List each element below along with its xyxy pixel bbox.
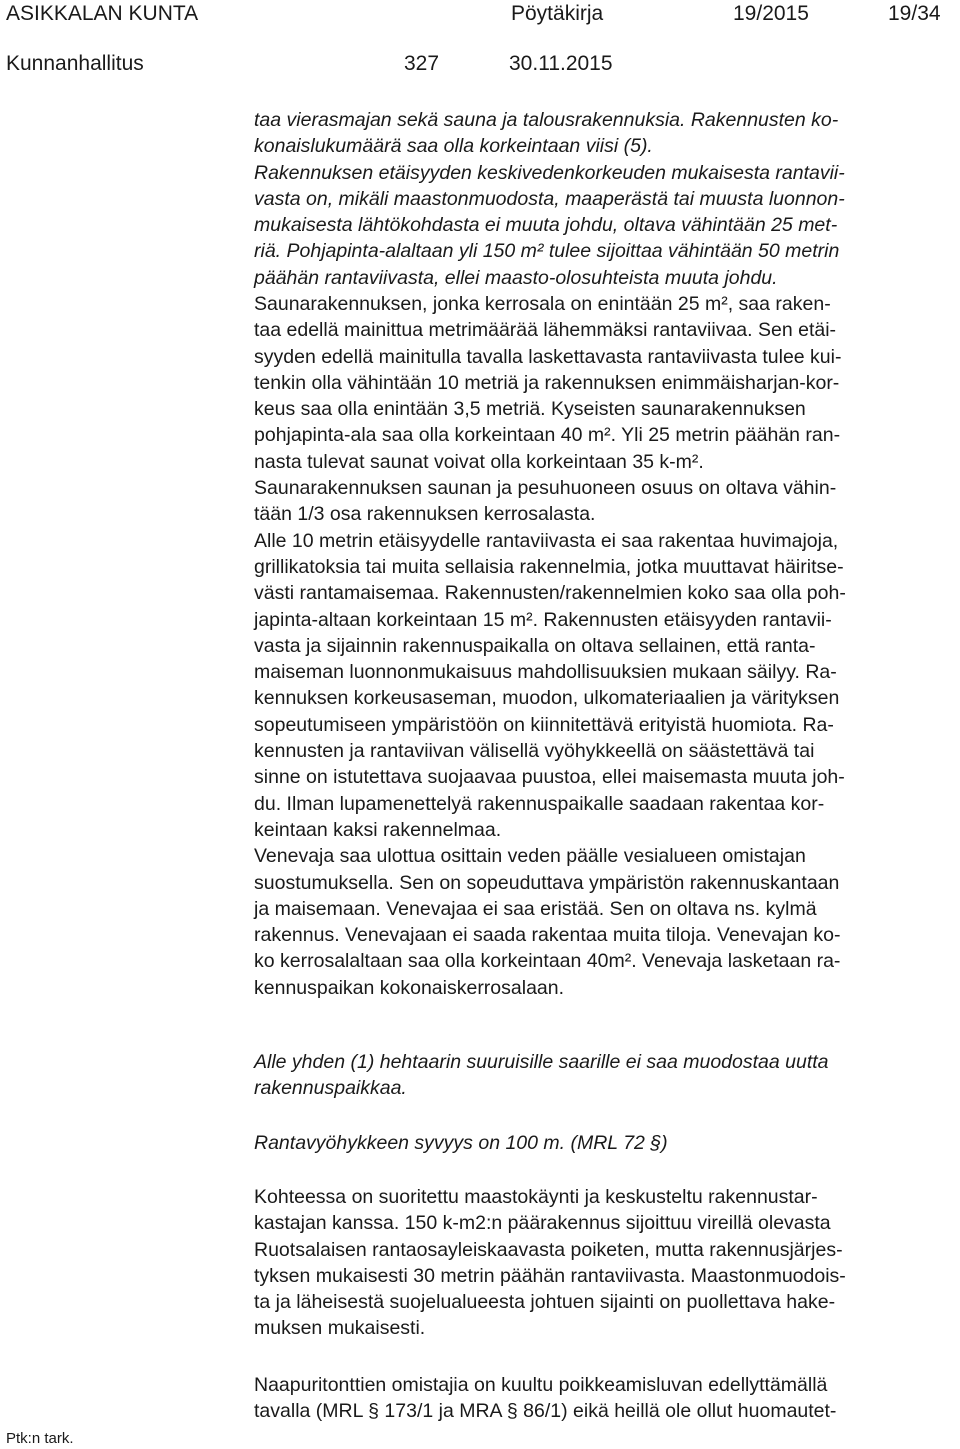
text-line: suostumuksella. Sen on sopeuduttava ympäristön rakennuskantaan [254, 871, 840, 894]
page-number: 19/34 [888, 2, 941, 25]
text-line: mukaisesta lähtökohdasta ei muuta johdu, oltava vähintään 25 met- [254, 214, 838, 237]
text-line: västi rantamaisemaa. Rakennusten/rakennelmien koko saa olla poh- [254, 582, 846, 605]
text-line: taa vierasmajan sekä sauna ja talousrakennuksia. Rakennusten ko- [254, 109, 839, 131]
text-line: konaislukumäärä saa olla korkeintaan viisi (5). [254, 135, 653, 158]
text-block-2 [254, 291, 954, 1001]
text-line: keus saa olla enintään 3,5 metriä. Kyseisten saunarakennuksen [254, 398, 806, 421]
text-line: rakennus. Venevajaan ei saada rakentaa muita tiloja. Venevajan ko- [254, 924, 841, 947]
text-line: pohjapinta-ala saa olla korkeintaan 40 m². Yli 25 metrin päähän ran- [254, 424, 841, 447]
text-block-4 [254, 1130, 954, 1156]
text-line: riä. Pohjapinta-alaltaan yli 150 m² tulee sijoittaa vähintään 50 metrin [254, 240, 840, 263]
text-line: Rakennuksen etäisyyden keskivedenkorkeuden mukaisesta rantavii- [254, 161, 845, 184]
text-line: Rantavyöhykkeen syvyys on 100 m. (MRL 72 §) [254, 1132, 668, 1154]
text-line: ja maisemaan. Venevajaa ei saa eristää. Sen on oltava ns. kylmä [254, 897, 817, 920]
section-number: 327 [404, 52, 440, 75]
text-line: rakennuspaikkaa. [254, 1077, 407, 1100]
text-line: sopeutumiseen ympäristöön on kiinnitettävä erityistä huomiota. Ra- [254, 713, 834, 736]
text-line: Saunarakennuksen saunan ja pesuhuoneen osuus on oltava vähin- [254, 477, 837, 500]
text-line: tenkin olla vähintään 10 metriä ja rakennuksen enimmäisharjan-kor- [254, 371, 840, 394]
text-line: kennuspaikan kokonaiskerrosalaan. [254, 976, 565, 999]
governing-body: Kunnanhallitus [6, 52, 144, 75]
text-line: Venevaja saa ulottua osittain veden päälle vesialueen omistajan [254, 845, 806, 868]
text-block-1 [254, 107, 954, 291]
minutes-checker-label: Ptk:n tark. [6, 1430, 74, 1447]
text-line: vasta on, mikäli maastonmuodosta, maaperästä tai muusta luonnon- [254, 187, 845, 210]
text-line: du. Ilman lupamenettelyä rakennuspaikalle saadaan rakentaa kor- [254, 792, 825, 815]
text-line: Kohteessa on suoritettu maastokäynti ja keskusteltu rakennustar- [254, 1186, 818, 1208]
text-line: tyksen mukaisesti 30 metrin päähän rantaviivasta. Maastonmuodois- [254, 1264, 846, 1287]
text-line: Naapuritonttien omistajia on kuultu poikkeamisluvan edellyttämällä [254, 1374, 828, 1396]
text-line: Ruotsalaisen rantaosayleiskaavasta poiketen, mutta rakennusjärjes- [254, 1238, 843, 1261]
municipality-name: ASIKKALAN KUNTA [6, 2, 199, 25]
text-line: sinne on istutettava suojaavaa puustoa, ellei maisemasta muuta joh- [254, 766, 845, 789]
document-type: Pöytäkirja [511, 2, 604, 25]
text-line: Alle yhden (1) hehtaarin suuruisille saarille ei saa muodostaa uutta [254, 1051, 829, 1073]
text-line: kennusten ja rantaviivan välisellä vyöhykkeellä on säästettävä tai [254, 740, 815, 763]
document-number: 19/2015 [733, 2, 809, 25]
text-line: ko kerrosalaltaan saa olla korkeintaan 40m². Venevaja lasketaan ra- [254, 950, 841, 973]
text-line: nasta tulevat saunat voivat olla korkeintaan 35 k-m². [254, 450, 704, 473]
text-line: grillikatoksia tai muita sellaisia rakennelmia, jotka muuttavat häiritse- [254, 555, 844, 578]
text-line: tään 1/3 osa rakennuksen kerrosalasta. [254, 503, 596, 526]
text-line: taa edellä mainittua metrimäärää lähemmäksi rantaviivaa. Sen etäi- [254, 319, 837, 342]
text-line: ta ja läheisestä suojelualueesta johtuen sijainti on puollettava hake- [254, 1291, 836, 1314]
text-block-3 [254, 1049, 954, 1102]
meeting-date: 30.11.2015 [509, 52, 613, 75]
text-line: muksen mukaisesti. [254, 1317, 426, 1340]
text-block-5 [254, 1184, 954, 1342]
text-line: syyden edellä mainitulla tavalla laskettavasta rantaviivasta tulee kui- [254, 345, 842, 368]
text-line: Saunarakennuksen, jonka kerrosala on enintään 25 m², saa raken- [254, 293, 831, 315]
text-line: tavalla (MRL § 173/1 ja MRA § 86/1) eikä heillä ole ollut huomautet- [254, 1400, 837, 1423]
text-line: kastajan kanssa. 150 k-m2:n päärakennus sijoittuu vireillä olevasta [254, 1212, 831, 1235]
text-line: keintaan kaksi rakennelmaa. [254, 818, 502, 841]
text-line: kennuksen korkeusaseman, muodon, ulkomateriaalien ja värityksen [254, 687, 840, 710]
text-line: maiseman luonnonmukaisuus mahdollisuuksien mukaan säilyy. Ra- [254, 661, 837, 684]
text-line: japinta-altaan korkeintaan 15 m². Rakennusten etäisyyden rantavii- [254, 608, 832, 631]
text-line: päähän rantaviivasta, ellei maasto-olosuhteista muuta johdu. [254, 266, 778, 289]
text-line: vasta ja sijainnin rakennuspaikalla on oltava sellainen, että ranta- [254, 634, 816, 657]
text-line: Alle 10 metrin etäisyydelle rantaviivasta ei saa rakentaa huvimajoja, [254, 529, 839, 552]
text-block-6 [254, 1372, 954, 1425]
